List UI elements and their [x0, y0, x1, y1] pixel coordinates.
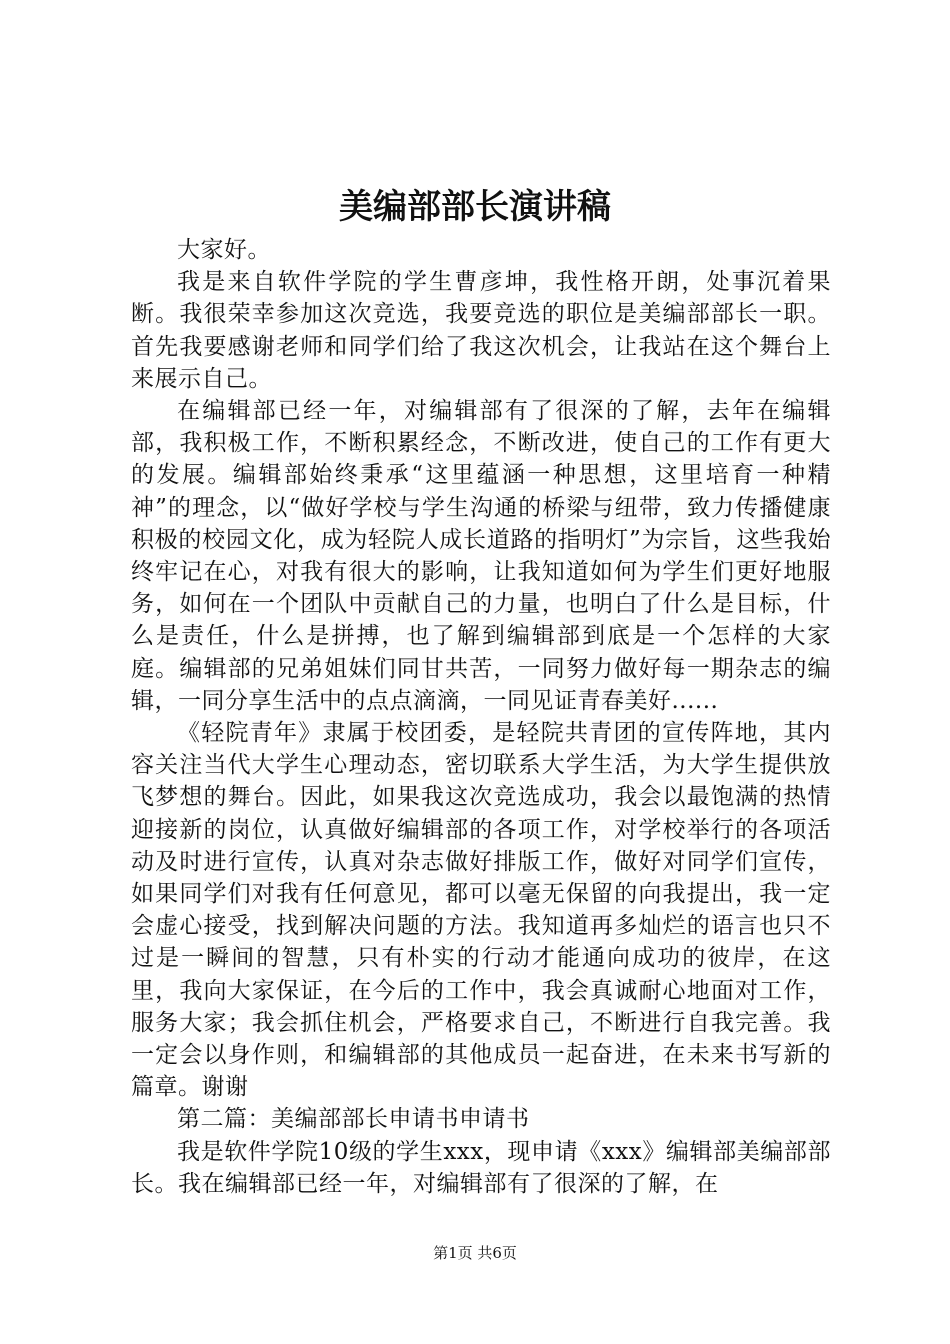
- section-heading: 第二篇：美编部部长申请书申请书: [177, 1106, 530, 1133]
- paragraph-experience: 在编辑部已经一年，对编辑部有了很深的了解，去年在编辑部，我积极工作，不断积累经念，不断改进，使自己的工作有更大的发展。编辑部始终秉承“这里蕴涵一种思想，这里培育一种精神”的理念，以“做好学校与学生沟通的桥梁与纽带，致力传播健康积极的校园文化，成为轻院人成长道路的指明灯”为宗旨，这些我始终牢记在心，对我有很大的影响，让我知道如何为学生们更好地服务，如何在一个团队中贡献自己的力量，也明白了什么是目标，什么是责任，什么是拼搏，也了解到编辑部到底是一个怎样的大家庭。编辑部的兄弟姐妹们同甘共苦，一同努力做好每一期杂志的编辑，一同分享生活中的点点滴滴，一同见证青春美好......: [131, 398, 831, 714]
- paragraph-application: 我是软件学院10级的学生xxx，现申请《xxx》编辑部美编部部长。我在编辑部已经一年，对编辑部有了很深的了解，在: [131, 1138, 831, 1197]
- paragraph-greeting: 大家好。: [177, 237, 271, 263]
- page-number-footer: 第1页 共6页: [433, 1244, 517, 1262]
- paragraph-introduction: 我是来自软件学院的学生曹彦坤，我性格开朗，处事沉着果断。我很荣幸参加这次竞选，我要竞选的职位是美编部部长一职。首先我要感谢老师和同学们给了我这次机会，让我站在这个舞台上来展示自己。: [131, 269, 831, 392]
- document-title: 美编部部长演讲稿: [339, 187, 611, 227]
- document-body: [131, 234, 831, 1200]
- paragraph-plans: 《轻院青年》隶属于校团委，是轻院共青团的宣传阵地，其内容关注当代大学生心理动态，密切联系大学生活，为大学生提供放飞梦想的舞台。因此，如果我这次竞选成功，我会以最饱满的热情迎接新的岗位，认真做好编辑部的各项工作，对学校举行的各项活动及时进行宣传，认真对杂志做好排版工作，做好对同学们宣传，如果同学们对我有任何意见，都可以毫无保留的向我提出，我一定会虚心接受，找到解决问题的方法。我知道再多灿烂的语言也只不过是一瞬间的智慧，只有朴实的行动才能通向成功的彼岸，在这里，我向大家保证，在今后的工作中，我会真诚耐心地面对工作，服务大家；我会抓住机会，严格要求自己，不断进行自我完善。我一定会以身作则，和编辑部的其他成员一起奋进，在未来书写新的篇章。谢谢: [131, 720, 831, 1101]
